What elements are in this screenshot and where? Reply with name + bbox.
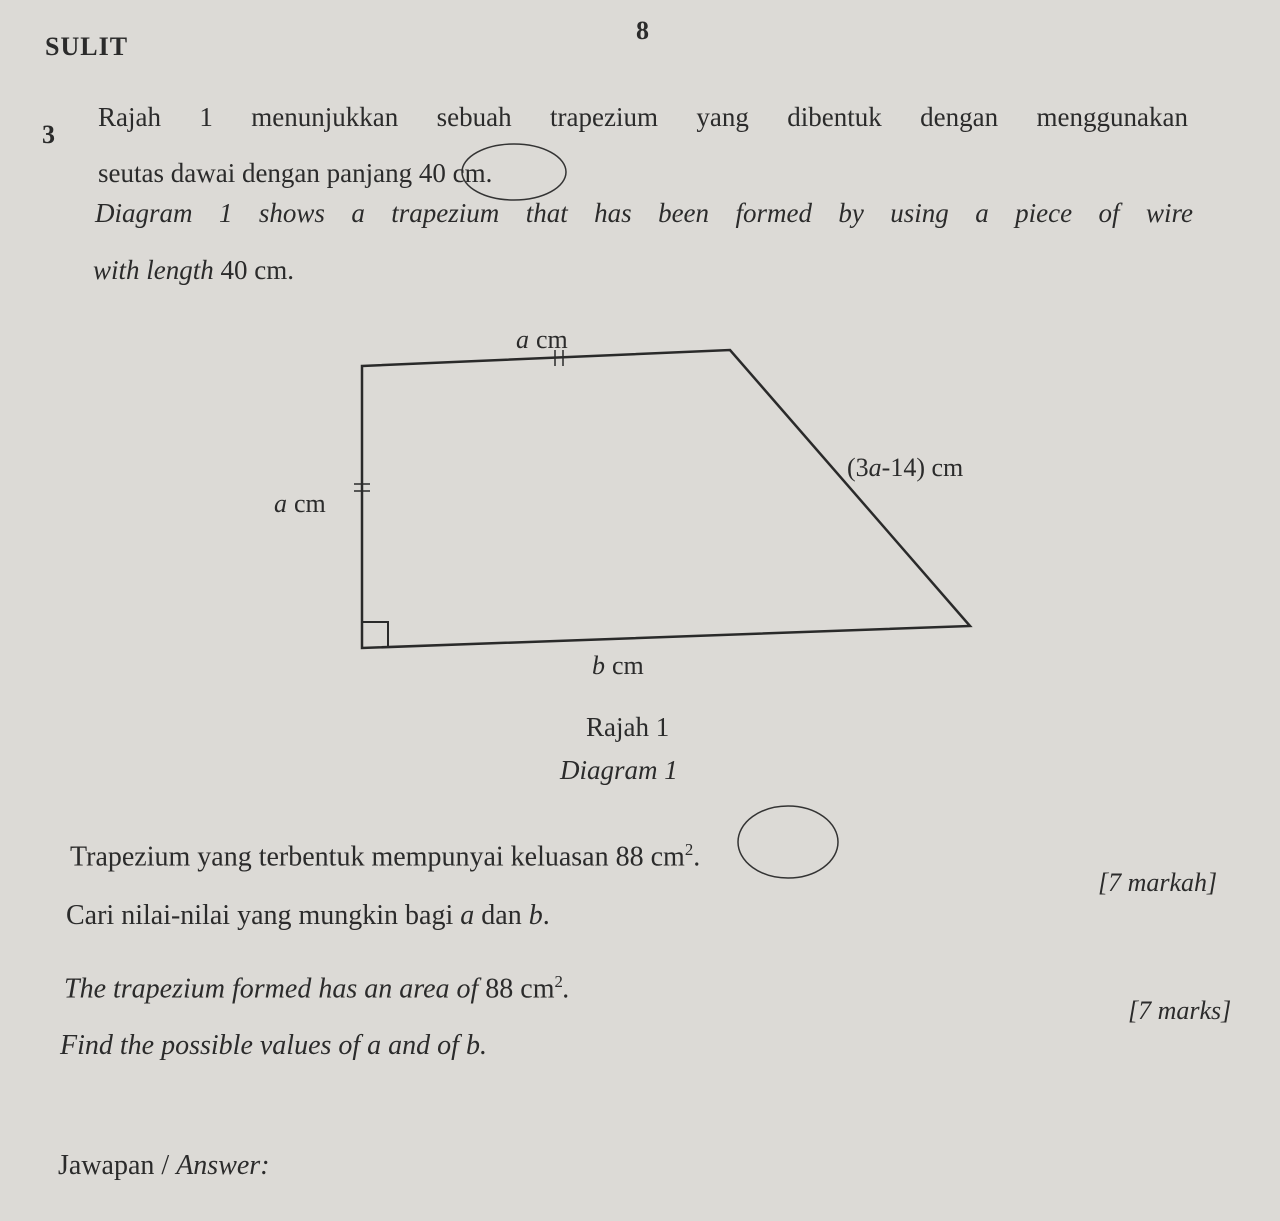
english-intro-line1: Diagram 1 shows a trapezium that has been formed by using a piece of wire [95,198,1193,228]
find-malay-prefix: Cari nilai-nilai yang mungkin bagi [66,900,454,931]
label-left-unit: cm [294,489,326,518]
label-left-side [274,489,326,518]
question-number: 3 [42,120,55,149]
area-malay-prefix: Trapezium yang terbentuk mempunyai keluasan [70,841,609,873]
area-statement-malay: Trapezium yang terbentuk mempunyai keluasan 88 $cm^2$. [70,840,701,873]
label-slant-close: -14) cm [881,453,964,482]
page-number: 8 [636,16,649,45]
marks-english: [7 marks] [1128,996,1232,1025]
answer-label-english: Answer: [176,1150,270,1181]
pen-circle-40cm [462,144,566,200]
right-angle-marker [362,622,388,648]
english-intro-prefix: with length [93,255,214,285]
area-english-value: 88 cm [485,973,555,1005]
area-statement-english: The trapezium formed has an area of 88 $cm^2$. [64,972,570,1005]
malay-intro-line1: Rajah 1 menunjukkan sebuah trapezium yang dibentuk dengan menggunakan [98,102,1188,132]
english-intro-value: 40 cm. [220,255,294,285]
label-bottom-side [592,651,644,680]
header-label: SULIT [45,32,129,61]
answer-label [58,1150,270,1182]
pen-circle-88cm2 [738,806,838,878]
diagram-caption-english: Diagram 1 [560,755,678,785]
area-malay-power: 2 [684,840,694,859]
trapezium-shape [362,350,970,648]
answer-label-malay: Jawapan / [58,1150,170,1181]
label-top-var: a [516,325,529,354]
area-english-power: 2 [554,972,563,991]
label-slant-var: a [868,453,882,482]
diagram-caption-malay: Rajah 1 [586,712,670,742]
label-slant-side [847,453,963,482]
find-malay-var-a: a [460,900,475,931]
label-top-side [516,325,568,354]
area-malay-value: 88 cm [615,841,685,873]
find-instruction-malay: Cari nilai-nilai yang mungkin bagi a dan b. [66,900,550,931]
label-left-var: a [274,489,287,518]
label-bottom-unit: cm [612,651,644,680]
marks-malay: [7 markah] [1098,868,1218,897]
label-top-unit: cm [536,325,568,354]
find-malay-and: dan [481,900,522,931]
find-malay-var-b: b [528,900,543,931]
find-instruction-english: Find the possible values of a and of b. [60,1030,487,1061]
label-slant-open: (3 [847,453,869,482]
label-bottom-var: b [592,651,605,680]
malay-intro-line2: seutas dawai dengan panjang 40 cm. [98,158,493,188]
area-english-prefix: The trapezium formed has an area of [64,973,479,1005]
